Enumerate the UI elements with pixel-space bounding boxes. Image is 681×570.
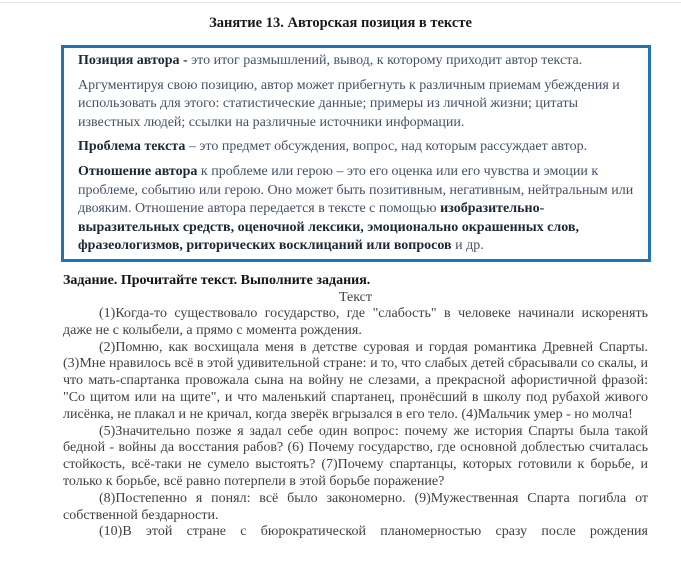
text-paragraph: (5)Значительно позже я задал себе один вопрос: почему же история Спарты была такой бедной - войны да восстания рабов? (6) Почему государство, где основной доблестью считалась стойкость, всё-таки не сумело выстоять? (7)Почему спартанцы, которых готовили к борьбе, и только к борьбе, всё равно потерпели в этой борьбе поражение? [63, 423, 648, 489]
page-top-divider [0, 2, 681, 3]
page-title: Занятие 13. Авторская позиция в тексте [209, 15, 472, 31]
definition-box [61, 45, 651, 262]
text-paragraph: (1)Когда-то существовало государство, где "слабость" в человеке начинали искоренять даже не с колыбели, а прямо с момента рождения. [63, 305, 648, 338]
text-paragraph: (8)Постепенно я понял: всё было закономерно. (9)Мужественная Спарта погибла от собственной бездарности. [63, 490, 648, 523]
text-paragraph-truncated: (10)В этой стране с бюрократической планомерностью сразу после рождения [99, 524, 648, 540]
task-heading: Задание. Прочитайте текст. Выполните задания. [63, 272, 371, 288]
text-section-heading: Текст [338, 289, 373, 305]
definition-paragraph-author-attitude: Отношение автора к проблеме или герою – это его оценка или его чувства и эмоции к проблеме, событию или герою. Оно может быть позитивным, негативным, нейтральным или двояким. Отношение автора передается в тексте с помощью изобразительно-выразительных средств, оценочной лексики, эмоционально окрашенных слов, фразеологизмов, риторических восклицаний или вопросов и др. [78, 163, 634, 254]
definition-paragraph-argumentation: Аргументируя свою позицию, автор может прибегнуть к различным приемам убеждения и использовать для этого: статистические данные; примеры из личной жизни; цитаты известных людей; ссылки на различные источники информации. [78, 77, 620, 130]
definition-paragraph-text-problem: Проблема текста – это предмет обсуждения, вопрос, над которым рассуждает автор. [78, 139, 588, 155]
text-paragraph: (2)Помню, как восхищала меня в детстве суровая и гордая романтика Древней Спарты. (3)Мне нравилось всё в этой удивительной стране: и то, что слабых детей сбрасывали со скалы, и что мать-спартанка провожала сына на войну не слезами, а прекрасной афористичной фразой: "Со щитом или на щите", и что маленький спартанец, пронёсший в школу под рубахой живого лисёнка, не плакал и не кричал, когда зверёк вгрызался в его тело. (4)Мальчик умер - но молча! [63, 339, 648, 422]
definition-paragraph-author-position: Позиция автора - это итог размышлений, вывод, к которому приходит автор текста. [78, 53, 583, 68]
